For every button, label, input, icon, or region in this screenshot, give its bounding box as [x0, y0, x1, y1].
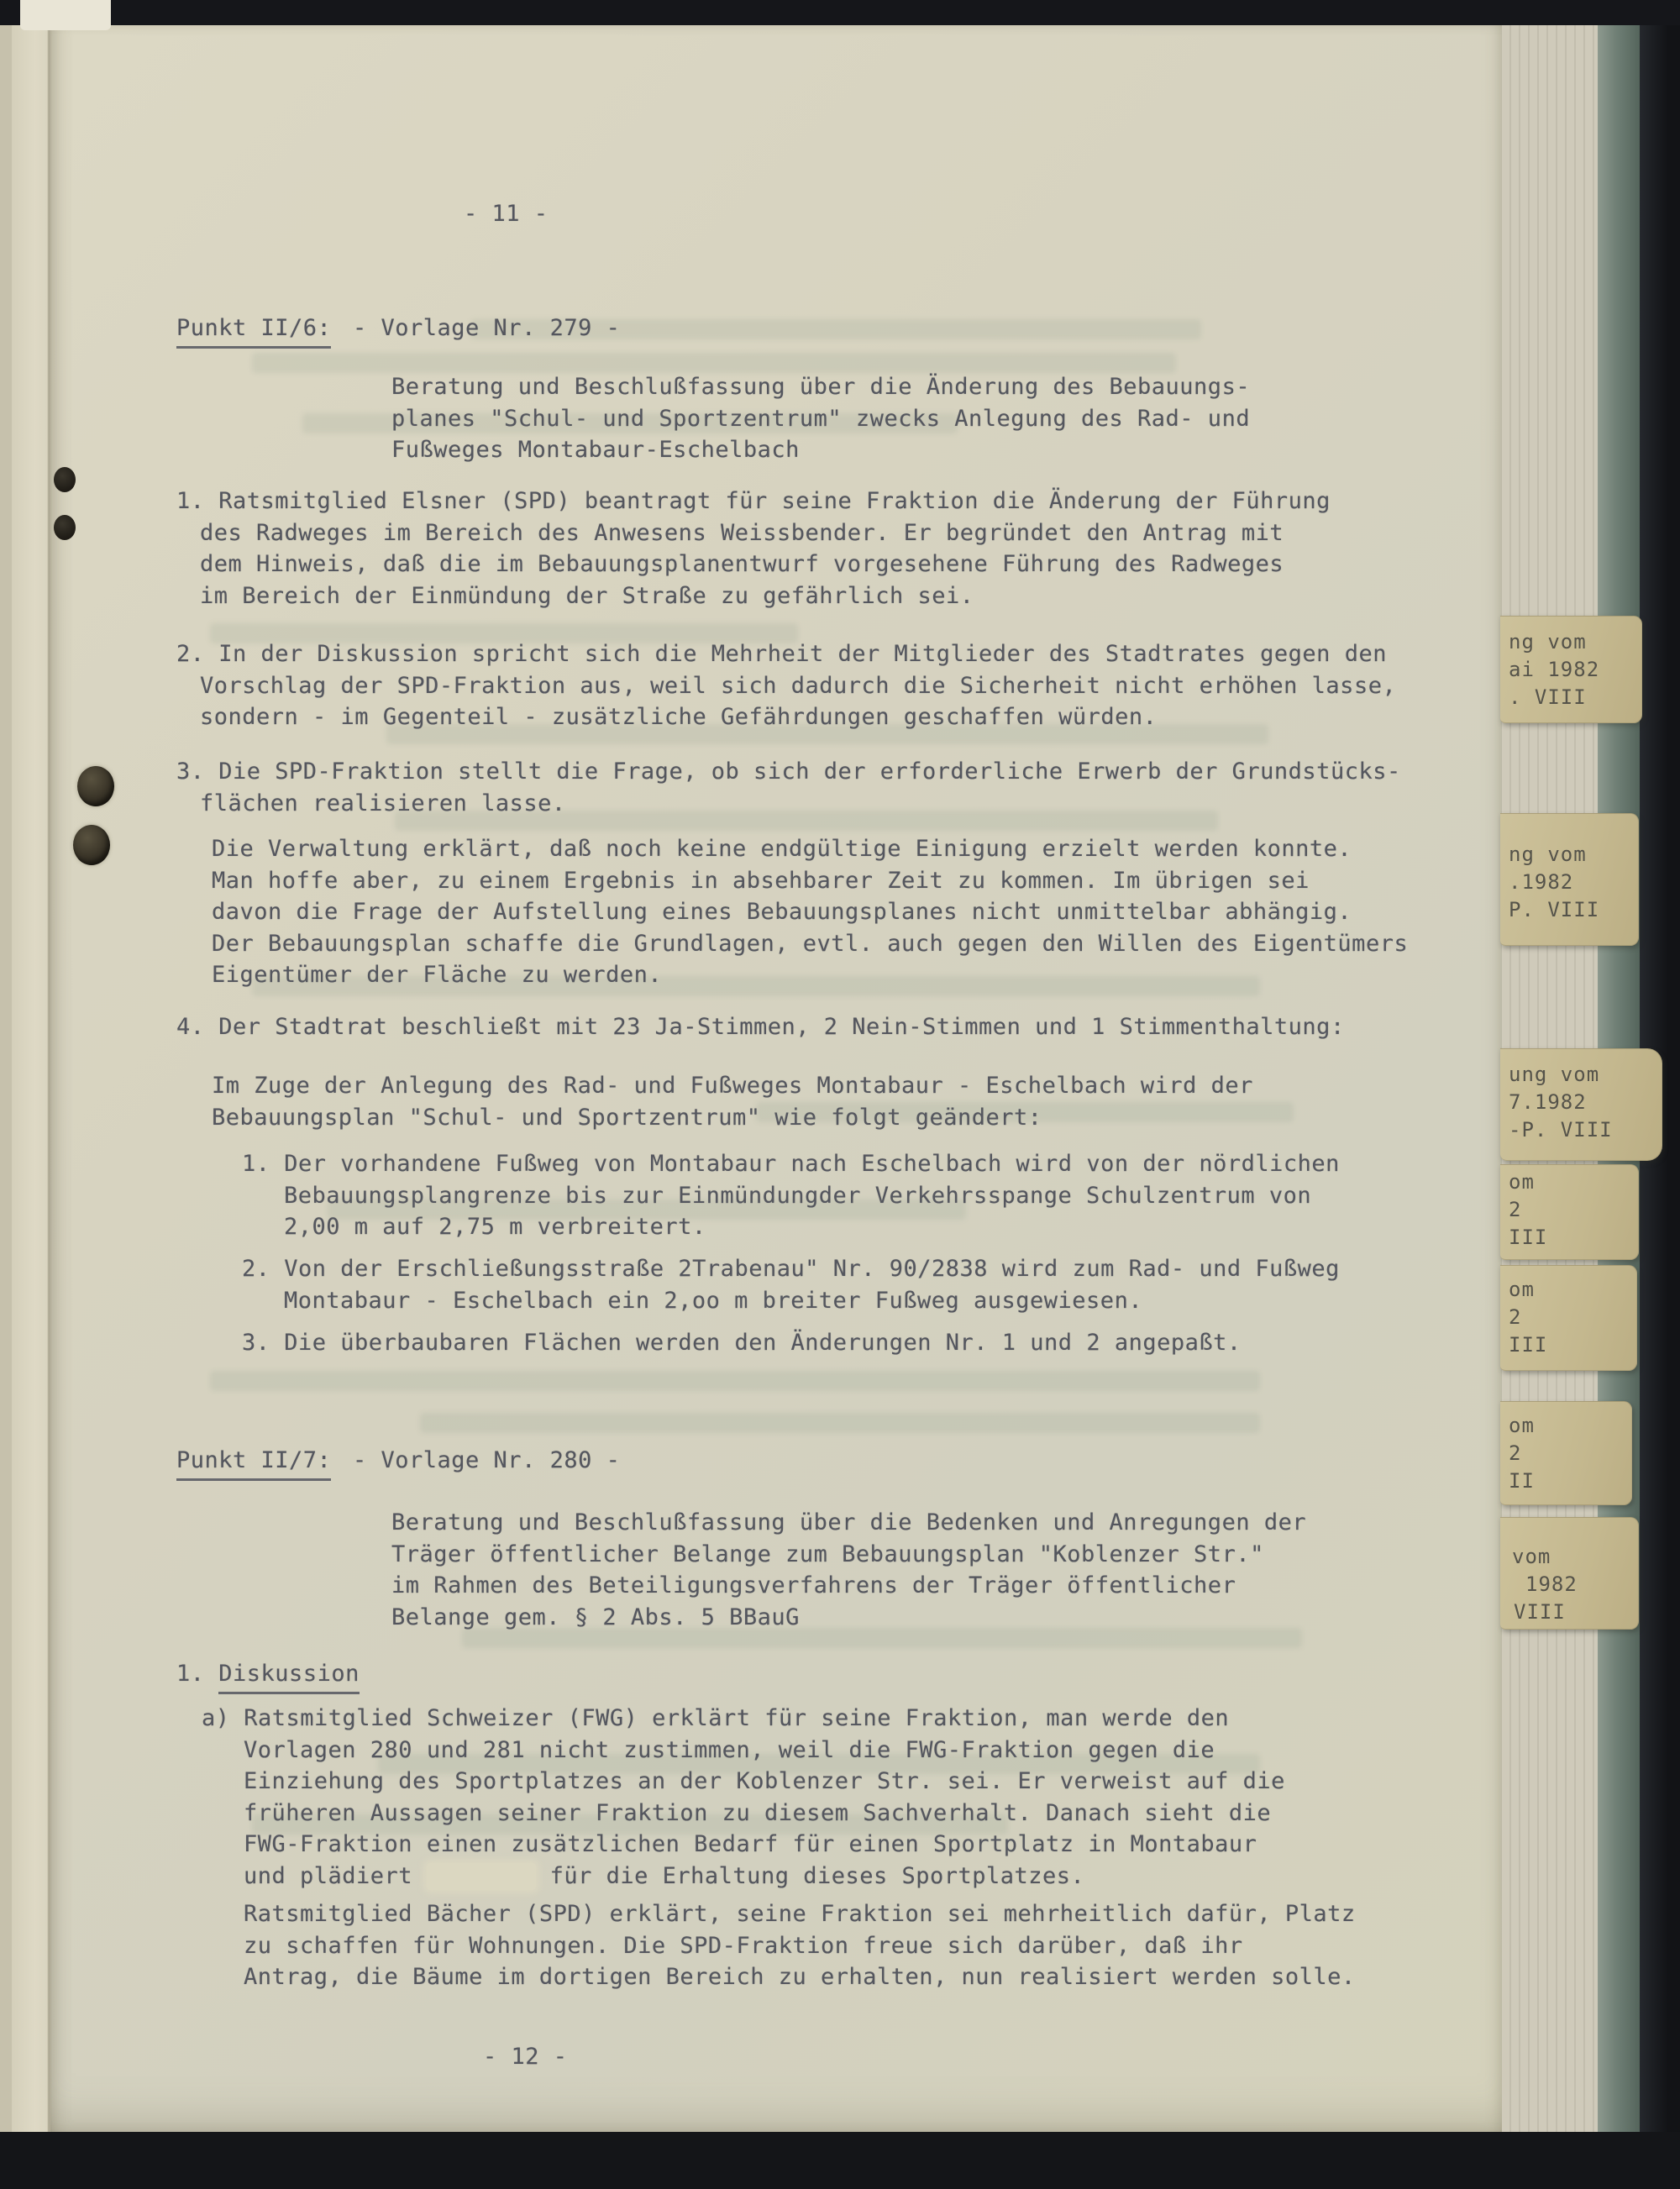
punkt-ii6-label: Punkt II/6: [176, 315, 331, 349]
diskussion-heading [176, 1658, 360, 1690]
section-heading-punkt-ii6 [176, 312, 331, 344]
scan-border-bottom [0, 2132, 1680, 2189]
punkt-ii6-subject: Beratung und Beschlußfassung über die Änderung des Bebauungs- planes "Schul- und Sportzentrum" zwecks Anlegung des Rad- und Fußweges Montabaur-Eschelbach [391, 374, 1251, 463]
punch-hole [54, 515, 76, 540]
paper-notch-top-left [20, 0, 111, 30]
index-tab[interactable]: ng vom ai 1982 . VIII [1500, 616, 1642, 723]
punkt-ii6-item2: 2. In der Diskussion spricht sich die Mehrheit der Mitglieder des Stadtrates gegen den Vorschlag der SPD-Fraktion aus, weil sich dadurch die Sicherheit nicht erhöhen lasse, sondern - im Gegenteil - zusätzliche Gefährdungen geschaffen würden. [176, 641, 1397, 730]
bleedthrough-smudge [252, 353, 1176, 373]
punkt-ii7-subject: Beratung und Beschlußfassung über die Bedenken und Anregungen der Träger öffentlicher Belange zum Bebauungsplan "Koblenzer Str." im Rahmen des Beteiligungsverfahrens der Träger öffentlicher Belange gem. § 2 Abs. 5 BBauG [391, 1509, 1307, 1630]
index-tab[interactable]: ung vom 7.1982 -P. VIII [1500, 1048, 1662, 1161]
punch-hole [77, 766, 114, 806]
punkt-ii6-vorlage: - Vorlage Nr. 279 - [353, 315, 621, 341]
index-tab[interactable]: om 2 III [1500, 1164, 1639, 1260]
page-crease [47, 25, 51, 2132]
adjacent-page-edge [12, 25, 50, 2142]
binder-edge-left [0, 0, 12, 2189]
index-tab[interactable]: om 2 III [1500, 1265, 1637, 1371]
bleedthrough-smudge [210, 1371, 1260, 1391]
punkt-ii7-vorlage: - Vorlage Nr. 280 - [353, 1447, 621, 1473]
correction-patch [427, 1863, 536, 1890]
punkt-ii6-beschluss-sub1: 1. Der vorhandene Fußweg von Montabaur nach Eschelbach wird von der nördlichen Bebauungsplangrenze bis zur Einmündungder Verkehrsspange Schulzentrum von 2,00 m auf 2,75 m verbreitert. [242, 1151, 1340, 1240]
punkt-ii6-beschluss-sub3: 3. Die überbaubaren Flächen werden den Änderungen Nr. 1 und 2 angepaßt. [242, 1330, 1242, 1356]
index-tab[interactable]: om 2 II [1500, 1401, 1632, 1505]
diskussion-para-b: Ratsmitglied Bächer (SPD) erklärt, seine Fraktion sei mehrheitlich dafür, Platz zu schaffen für Wohnungen. Die SPD-Fraktion freue sich darüber, daß ihr Antrag, die Bäume im dortigen Bereich zu erhalten, nun realisiert werden solle. [244, 1901, 1356, 1990]
index-tab[interactable]: ng vom .1982 P. VIII [1500, 813, 1639, 946]
next-page-number: - 12 - [483, 2044, 568, 2070]
punch-hole [73, 825, 110, 865]
punkt-ii6-item1: 1. Ratsmitglied Elsner (SPD) beantragt für seine Fraktion die Änderung der Führung des Radweges im Bereich des Anwesens Weissbender. Er begründet den Antrag mit dem Hinweis, daß die im Bebauungsplanentwurf vorgesehene Führung des Radweges im Bereich der Einmündung der Straße zu gefährlich sei. [176, 488, 1331, 609]
diskussion-label: Diskussion [218, 1661, 360, 1694]
section-heading-punkt-ii7 [176, 1445, 331, 1477]
punkt-ii7-label: Punkt II/7: [176, 1447, 331, 1481]
punch-hole [54, 467, 76, 492]
diskussion-para-a: a) Ratsmitglied Schweizer (FWG) erklärt für seine Fraktion, man werde den Vorlagen 280 und 281 nicht zustimmen, weil die FWG-Fraktion gegen die Einziehung des Sportplatzes an der Koblenzer Str. sei. Er verweist auf die früheren Aussagen seiner Fraktion zu diesem Sachverhalt. Danach sieht die FWG-Fraktion einen zusätzlichen Bedarf für einen Sportplatz in Montabaur und plädiert für die Erhaltung dieses Sportplatzes. [202, 1703, 1285, 1892]
para-a-corrected-line: und plädiert für die Erhaltung dieses Sportplatzes. [244, 1862, 1085, 1889]
scan-border-top [0, 0, 1680, 25]
punkt-ii6-beschluss-sub2: 2. Von der Erschließungsstraße 2Trabenau" Nr. 90/2838 wird zum Rad- und Fußweg Montabaur - Eschelbach ein 2,oo m breiter Fußweg ausgewiesen. [242, 1256, 1340, 1314]
punkt-ii6-verwaltung-paragraph: Die Verwaltung erklärt, daß noch keine endgültige Einigung erzielt werden konnte. Man hoffe aber, zu einem Ergebnis in absehbarer Zeit zu kommen. Im übrigen sei davon die Frage der Aufstellung eines Bebauungsplanes nicht unmittelbar abhängig. Der Bebauungsplan schaffe die Grundlagen, evtl. auch gegen den Willen des Eigentümers Eigentümer der Fläche zu werden. [212, 836, 1409, 988]
punkt-ii6-beschluss-intro: Im Zuge der Anlegung des Rad- und Fußweges Montabaur - Eschelbach wird der Bebauungsplan "Schul- und Sportzentrum" wie folgt geändert: [212, 1073, 1253, 1131]
page-number: - 11 - [464, 201, 549, 227]
punkt-ii6-item4: 4. Der Stadtrat beschließt mit 23 Ja-Stimmen, 2 Nein-Stimmen und 1 Stimmenthaltung: [176, 1014, 1345, 1040]
index-tab[interactable]: vom 1982 VIII [1500, 1517, 1639, 1630]
bleedthrough-smudge [420, 1413, 1260, 1433]
diskussion-number: 1. [176, 1661, 205, 1687]
punkt-ii6-item3: 3. Die SPD-Fraktion stellt die Frage, ob sich der erforderliche Erwerb der Grundstücks- flächen realisieren lasse. [176, 759, 1401, 816]
